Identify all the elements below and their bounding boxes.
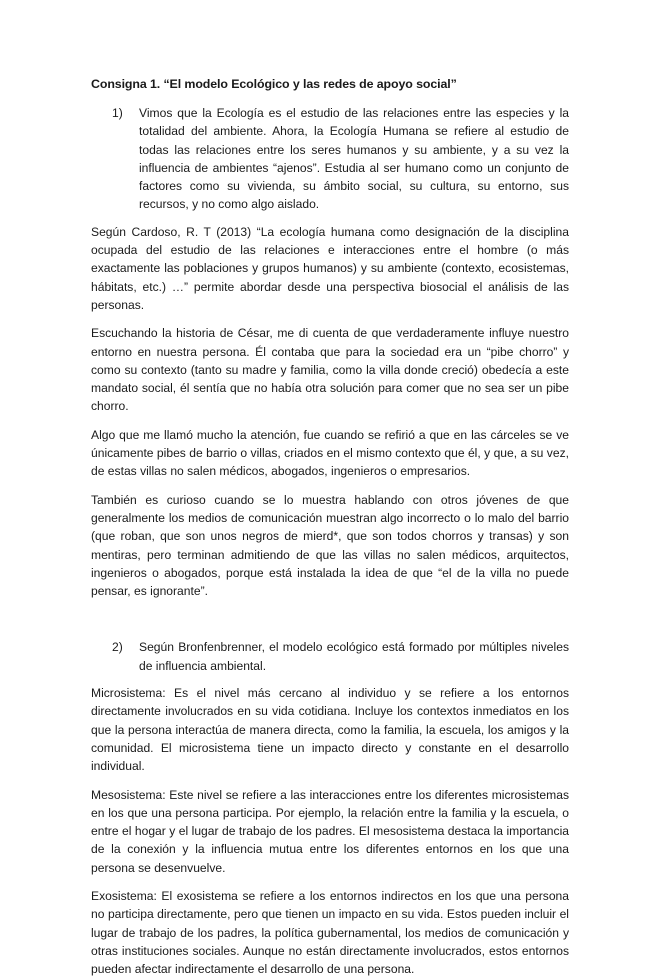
paragraph-cardoso: Según Cardoso, R. T (2013) “La ecología humana como designación de la disciplina ocupada del estudio de las relaciones e interacciones entre el hombre (o más exactamente las poblaciones y grupos humanos) y su ambiente (contexto, ecosistemas, hábitats, etc.) …” permite abordar desde una perspectiva biosocial el análisis de las personas. — [91, 224, 569, 312]
numbered-item-1 — [91, 104, 569, 214]
paragraph-medios: También es curioso cuando se lo muestra hablando con otros jóvenes de que generalmente los medios de comunicación muestran algo incorrecto o lo malo del barrio (que roban, que son unos negros de mierd*, que son todos chorros y transas) y son mentiras, pero terminan admitiendo de que las villas no salen médicos, arquitectos, ingenieros o abogados, porque está instalada la idea de que “el de la villa no puede pensar, es ignorante”. — [91, 492, 569, 599]
item-number: 1) — [112, 106, 123, 120]
paragraph-exosistema: Exosistema: El exosistema se refiere a los entornos indirectos en los que una persona no participa directamente, pero que tienen un impacto en su vida. Estos pueden incluir el lugar de trabajo de los padres, la política gubernamental, los medios de comunicación y otras instituciones sociales. Aunque no están directamente involucrados, estos entornos pueden afectar indirectamente el desarrollo de una persona. — [91, 888, 569, 977]
section-spacer — [91, 610, 569, 638]
numbered-item-2 — [91, 638, 569, 675]
paragraph-mesosistema: Mesosistema: Este nivel se refiere a las interacciones entre los diferentes microsistemas en los que una persona participa. Por ejemplo, la relación entre la familia y la escuela, o entre el hogar y el lugar de trabajo de los padres. El mesosistema destaca la importancia de la conexión y la influencia mutua entre los diferentes entornos en los que una persona se desenvuelve. — [91, 787, 569, 875]
item-text: Según Bronfenbrenner, el modelo ecológico está formado por múltiples niveles de influencia ambiental. — [139, 640, 569, 673]
item-text: Vimos que la Ecología es el estudio de las relaciones entre las especies y la totalidad del ambiente. Ahora, la Ecología Humana se refiere al estudio de todas las relaciones entre los seres humanos y su ambiente, y a su vez la influencia de ambientes “ajenos”. Estudia al ser humano como un conjunto de factores como su vivienda, su ámbito social, su cultura, su entorno, sus recursos, y no como algo aislado. — [139, 106, 569, 212]
paragraph-cesar-story: Escuchando la historia de César, me di cuenta de que verdaderamente influye nuestro entorno en nuestra persona. Él contaba que para la sociedad era un “pibe chorro” y como su contexto (tanto su madre y familia, como la villa donde creció) obedecía a este mandato social, él sentía que no había otra solución para comer que no sea ser un pibe chorro. — [91, 326, 569, 414]
paragraph-microsistema: Microsistema: Es el nivel más cercano al individuo y se refiere a los entornos directamente involucrados en su vida cotidiana. Incluye los contextos inmediatos en los que la persona interactúa de manera directa, como la familia, la escuela, los amigos y la comunidad. El microsistema tiene un impacto directo y constante en el desarrollo individual. — [91, 686, 569, 774]
document-title: Consigna 1. “El modelo Ecológico y las redes de apoyo social” — [91, 77, 457, 91]
item-number: 2) — [112, 640, 123, 655]
paragraph-carceles: Algo que me llamó mucho la atención, fue cuando se refirió a que en las cárceles se ve únicamente pibes de barrio o villas, criados en el mismo contexto que él, y que, a su vez, de estas villas no salen médicos, abogados, ingenieros o empresarios. — [91, 427, 569, 479]
